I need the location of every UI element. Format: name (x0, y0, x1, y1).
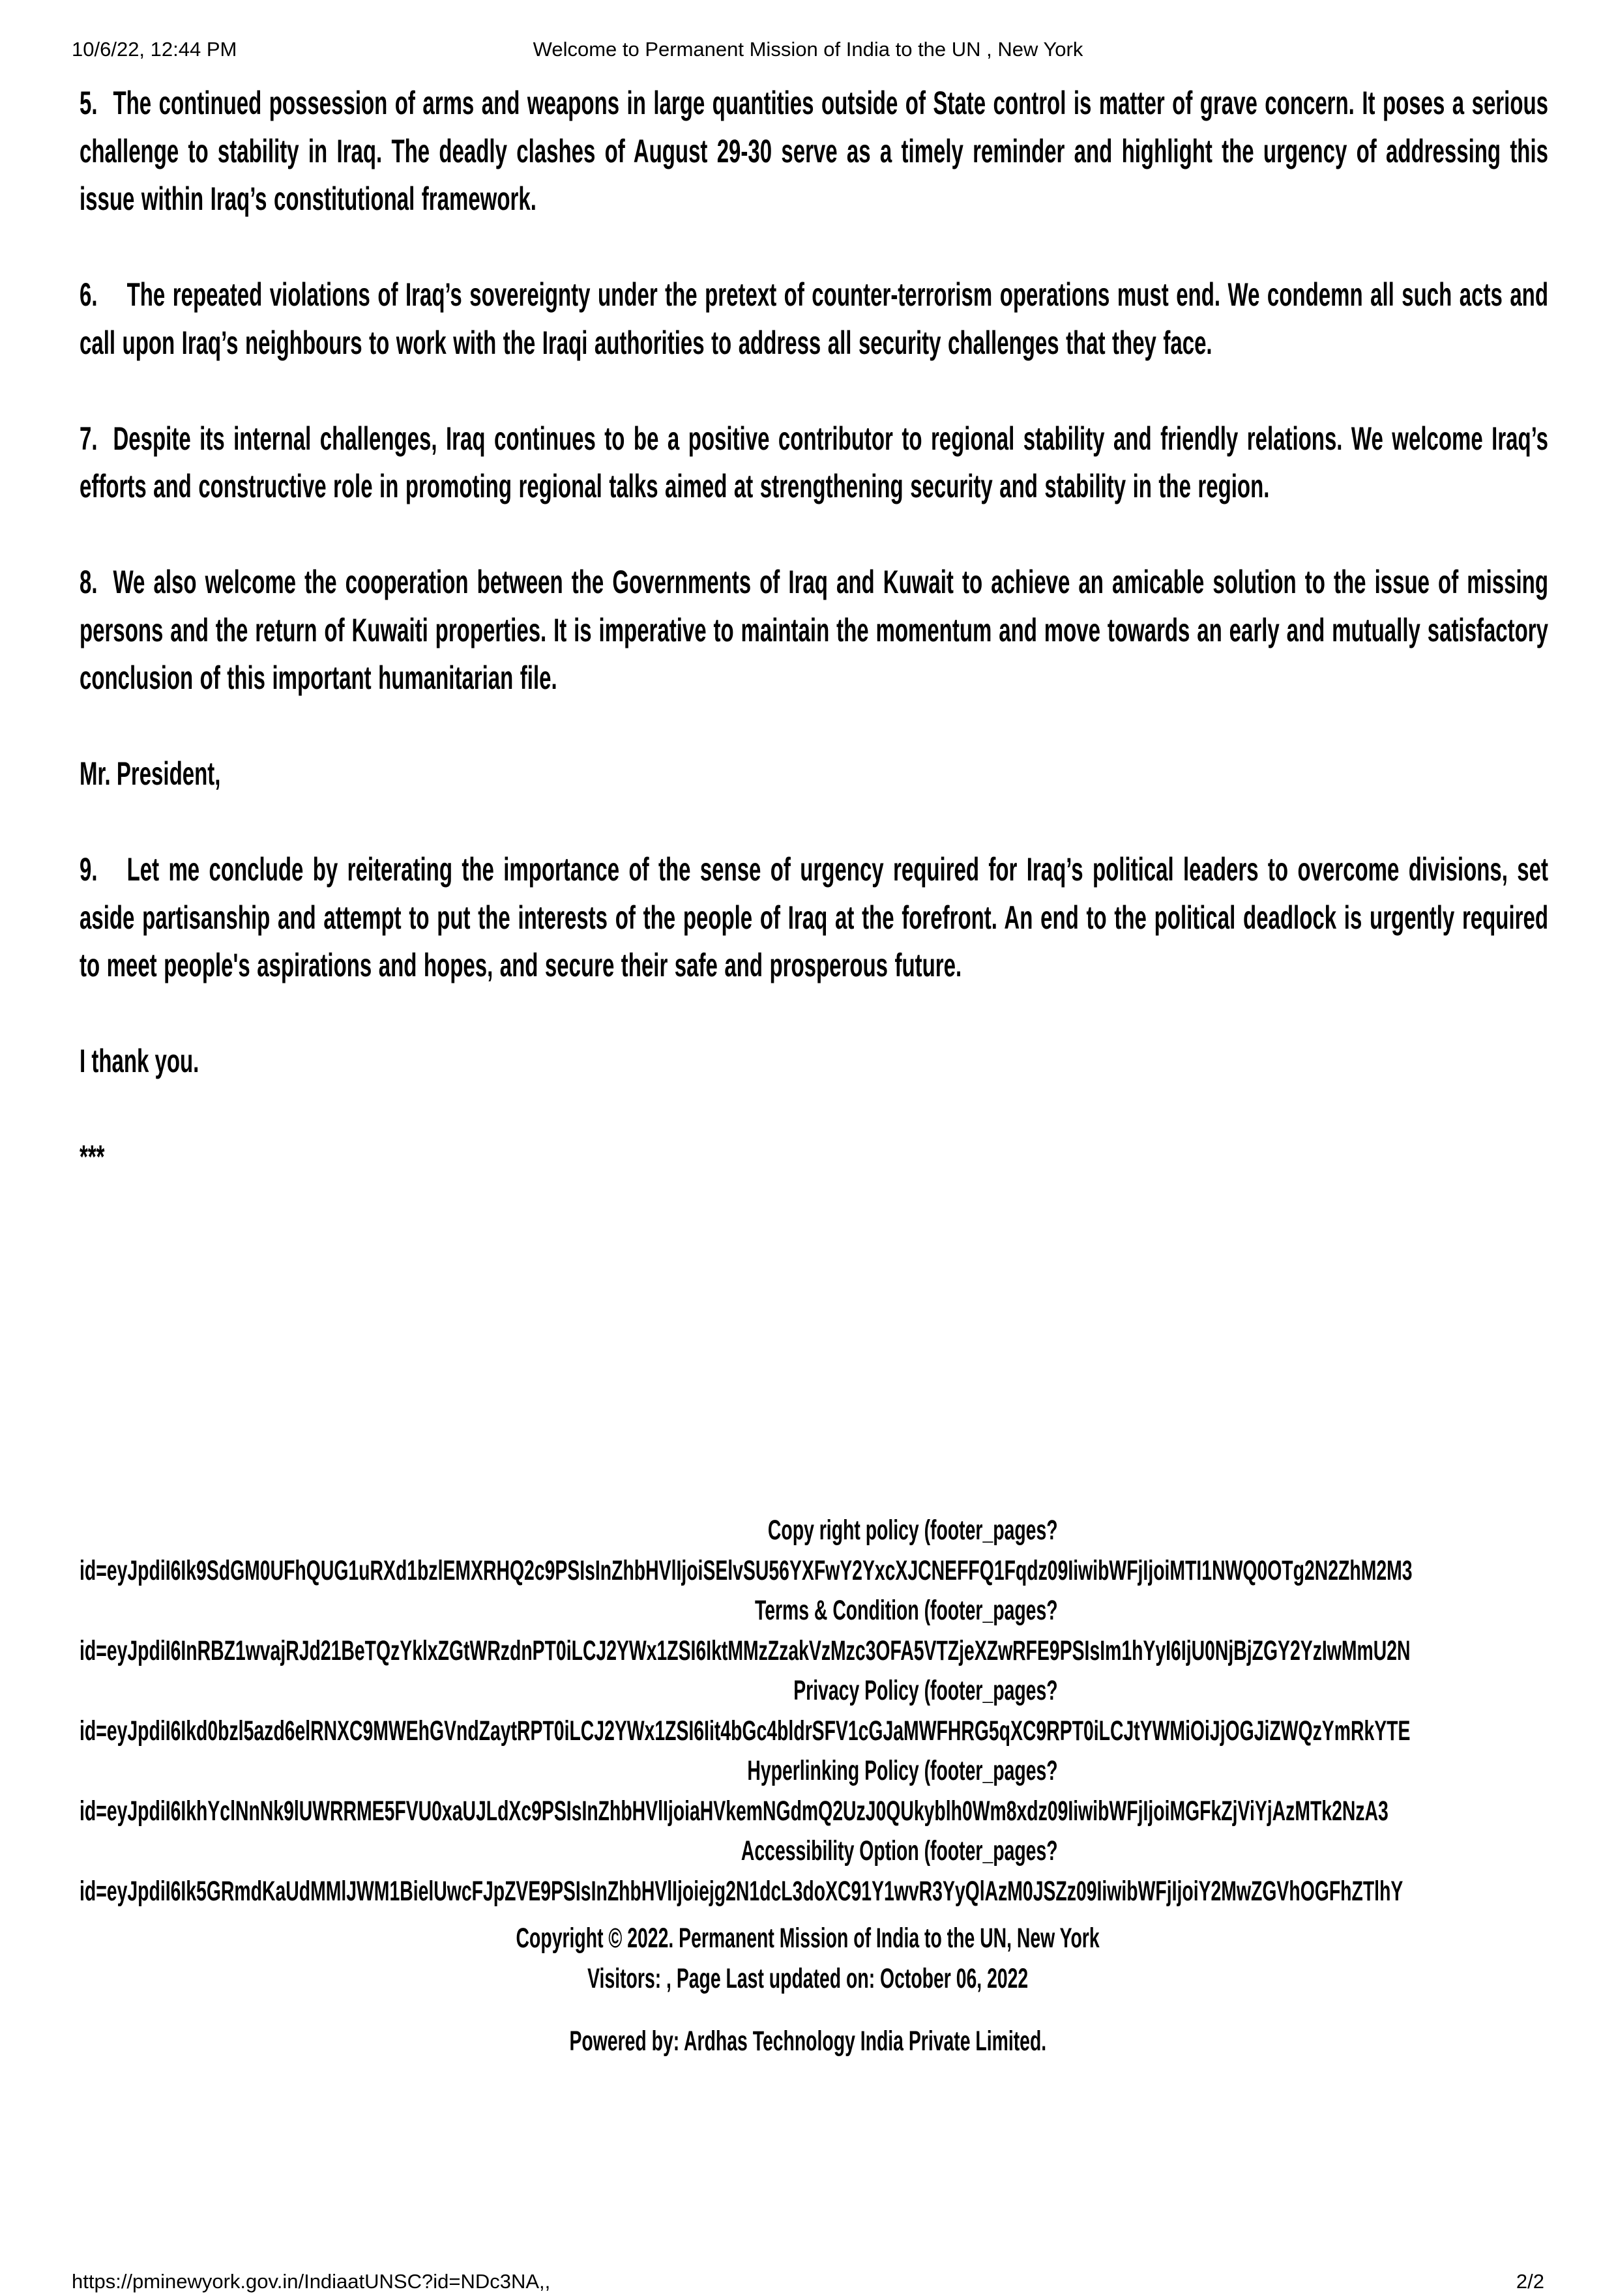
link-id-text: id=eyJpdiI6InRBZ1wvajRJd21BeTQzYklxZGtWRzdnPT0iLCJ2YWx1ZSI6IktMMzZzakVzMzc3OFA5VTZjeXZwRFE9PSIsIm1hYyI6IjU0NjBjZGY2YzIwMmU2N (80, 1635, 1411, 1666)
visitors-block (0, 1963, 1616, 1995)
footer-links (80, 1511, 1548, 1911)
salutation: Mr. President, (80, 755, 221, 792)
link-id-text: id=eyJpdiI6Ik9SdGM0UFhQUG1uRXd1bzlEMXRHQ2c9PSIsInZhbHVlIjoiSElvSU56YXFwY2YxcXJCNEFFQ1Fqdz09IiwibWFjIjoiMTI1NWQ0OTg2N2ZhM2M3 (80, 1554, 1413, 1586)
link-label: Terms & Condition (footer_pages? (754, 1595, 1058, 1626)
paragraph-number: 9. (80, 851, 98, 888)
paragraph-5 (80, 80, 1548, 224)
footer-link-privacy-policy[interactable] (80, 1671, 1548, 1751)
paragraph-8 (80, 559, 1548, 703)
footer-link-hyperlinking-policy[interactable] (80, 1751, 1548, 1831)
paragraph-number: 5. (80, 85, 98, 121)
speech-body (80, 80, 1548, 1229)
visitors-text: Visitors: , Page Last updated on: October 06, 2022 (587, 1963, 1029, 1994)
powered-by-block (0, 2026, 1616, 2057)
end-mark: *** (80, 1139, 105, 1175)
paragraph-text: The repeated violations of Iraq’s sovereignty under the pretext of counter-terrorism operations must end. We condemn all such acts and call upon Iraq’s neighbours to work with the Iraqi authorities to address all security challenges that they face. (80, 276, 1548, 361)
footer-link-accessibility-option[interactable] (80, 1831, 1548, 1911)
closing-text: I thank you. (80, 1043, 199, 1079)
print-page-number: 2/2 (1516, 2270, 1544, 2293)
link-label: Copy right policy (footer_pages? (767, 1515, 1058, 1546)
print-date: 10/6/22, 12:44 PM (72, 38, 237, 61)
copyright-block (0, 1923, 1616, 1955)
paragraph-number: 7. (80, 420, 98, 457)
paragraph-text: The continued possession of arms and weapons in large quantities outside of State control is matter of grave concern. It poses a serious challenge to stability in Iraq. The deadly clashes of August 29-30 serve as a timely reminder and highlight the urgency of addressing this issue within Iraq’s constitutional framework. (80, 85, 1548, 217)
print-header (0, 38, 1616, 64)
paragraph-number: 8. (80, 564, 98, 600)
link-label: Privacy Policy (footer_pages? (793, 1675, 1058, 1706)
link-label: Accessibility Option (footer_pages? (741, 1835, 1058, 1867)
link-id-text: id=eyJpdiI6IkhYclNnNk9lUWRRME5FVU0xaUJLdXc9PSIsInZhbHVlIjoiaHVkemNGdmQ2UzJ0QUkyblh0Wm8xdz09IiwibWFjIjoiMGFkZjViYjAzMTk2NzA3 (80, 1795, 1388, 1827)
link-label: Hyperlinking Policy (footer_pages? (747, 1755, 1058, 1786)
paragraph-9 (80, 846, 1548, 990)
paragraph-text: Despite its internal challenges, Iraq continues to be a positive contributor to regional stability and friendly relations. We welcome Iraq’s efforts and constructive role in promoting regional talks aimed at strengthening security and stability in the region. (80, 420, 1548, 504)
paragraph-6 (80, 271, 1548, 367)
paragraph-7 (80, 415, 1548, 511)
copyright-text: Copyright © 2022. Permanent Mission of India to the UN, New York (516, 1923, 1100, 1954)
link-id-text: id=eyJpdiI6Ikd0bzl5azd6elRNXC9MWEhGVndZaytRPT0iLCJ2YWx1ZSI6Iit4bGc4bldrSFV1cGJaMWFHRG5qXC9RPT0iLCJtYWMiOiJjOGJiZWQzYmRkYTE (80, 1715, 1411, 1747)
paragraph-text: We also welcome the cooperation between the Governments of Iraq and Kuwait to achieve an amicable solution to the issue of missing persons and the return of Kuwaiti properties. It is imperative to maintain the momentum and move towards an early and mutually satisfactory conclusion of this important humanitarian file. (80, 564, 1548, 696)
footer-link-terms-condition[interactable] (80, 1591, 1548, 1671)
footer-link-copyright-policy[interactable] (80, 1511, 1548, 1591)
paragraph-number: 6. (80, 276, 98, 313)
print-url: https://pminewyork.gov.in/IndiaatUNSC?id=NDc3NA,, (72, 2270, 551, 2293)
powered-by-text: Powered by: Ardhas Technology India Private Limited. (569, 2026, 1047, 2057)
link-id-text: id=eyJpdiI6Ik5GRmdKaUdMMlJWM1BielUwcFJpZVE9PSIsInZhbHVlIjoiejg2N1dcL3doXC91Y1wvR3YyQlAzM0JSZz09IiwibWFjIjoiY2MwZGVhOGFhZTlhY (80, 1875, 1403, 1907)
paragraph-text: Let me conclude by reiterating the importance of the sense of urgency required for Iraq’s political leaders to overcome divisions, set aside partisanship and attempt to put the interests of the people of Iraq at the forefront. An end to the political deadlock is urgently required to meet people's aspirations and hopes, and secure their safe and prosperous future. (80, 851, 1548, 983)
print-page-title: Welcome to Permanent Mission of India to the UN , New York (533, 38, 1083, 61)
print-footer (0, 2270, 1616, 2296)
